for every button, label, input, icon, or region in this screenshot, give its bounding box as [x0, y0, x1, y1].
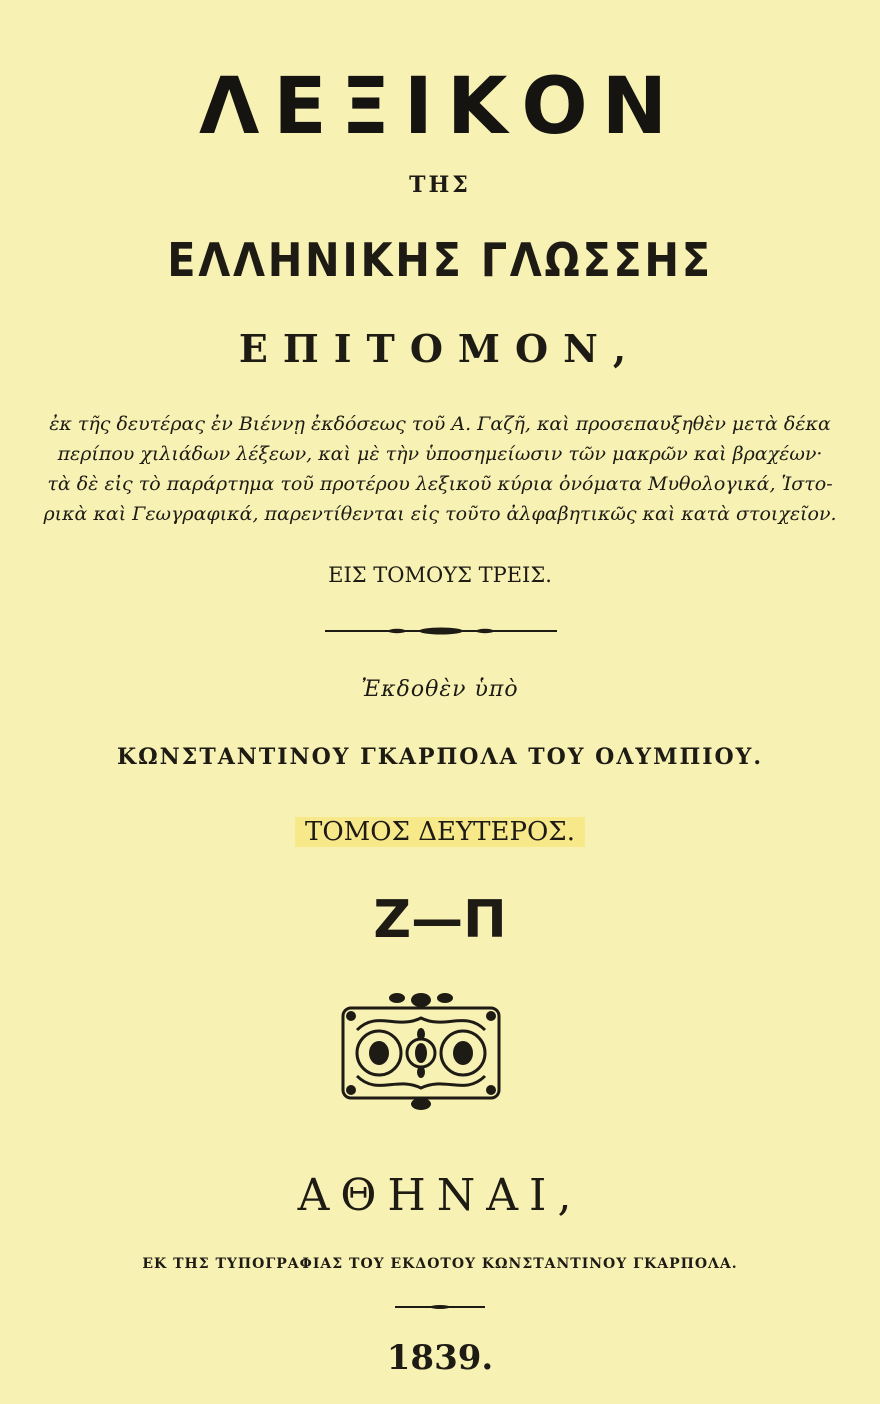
description-text: τὰ δὲ εἰς τὸ παράρτημα τοῦ προτέρου λεξικοῦ κύρια ὀνόματα Μυθολογικά, Ἱστο- [47, 473, 833, 495]
description-line [0, 409, 880, 439]
description-line [0, 469, 880, 499]
ornamental-rule-icon [325, 627, 557, 635]
volume-number [0, 812, 880, 852]
short-rule-icon [395, 1305, 485, 1309]
place-of-publication: ΑΘΗΝΑΙ, [297, 1170, 583, 1221]
book-title: ΛΕΞΙΚΟΝ [199, 62, 681, 152]
editor-label: Ἐκδοθὲν ὑπὸ [361, 677, 519, 702]
printer-line: ΕΚ ΤΗΣ ΤΥΠΟΓΡΑΦΙΑΣ ΤΟΥ ΕΚΔΟΤΟΥ ΚΩΝΣΤΑΝΤΙΝΟΥ ΓΚΑΡΠΟΛΑ. [142, 1256, 738, 1272]
description-line [0, 439, 880, 469]
language-title: ΕΛΛΗΝΙΚΗΣ ΓΛΩΣΣΗΣ [167, 233, 713, 287]
description-text: ρικὰ καὶ Γεωγραφικά, παρεντίθενται εἰς τοῦτο ἀλφαβητικῶς καὶ κατὰ στοιχεῖον. [43, 503, 837, 525]
floral-vignette-icon [337, 990, 505, 1112]
publication-year: 1839. [386, 1338, 494, 1378]
description-text: περίπου χιλιάδων λέξεων, καὶ μὲ τὴν ὑποσημείωσιν τῶν μακρῶν καὶ βραχέων· [57, 443, 823, 465]
letter-range: Ζ—Π [373, 890, 507, 950]
description-text: ἐκ τῆς δευτέρας ἐν Βιέννῃ ἐκδόσεως τοῦ Α. Γαζῆ, καὶ προσεπαυξηθὲν μετὰ δέκα [49, 413, 831, 435]
editor-name: ΚΩΝΣΤΑΝΤΙΝΟΥ ΓΚΑΡΠΟΛΑ ΤΟΥ ΟΛΥΜΠΙΟΥ. [116, 744, 764, 770]
volume-count: ΕΙΣ ΤΟΜΟΥΣ ΤΡΕΙΣ. [328, 563, 552, 587]
subtitle: ΕΠΙΤΟΜΟΝ, [238, 326, 642, 371]
volume-number-text: ΤΟΜΟΣ ΔΕΥΤΕΡΟΣ. [295, 817, 585, 847]
title-article: ΤΗΣ [409, 172, 471, 198]
description-line [0, 499, 880, 529]
